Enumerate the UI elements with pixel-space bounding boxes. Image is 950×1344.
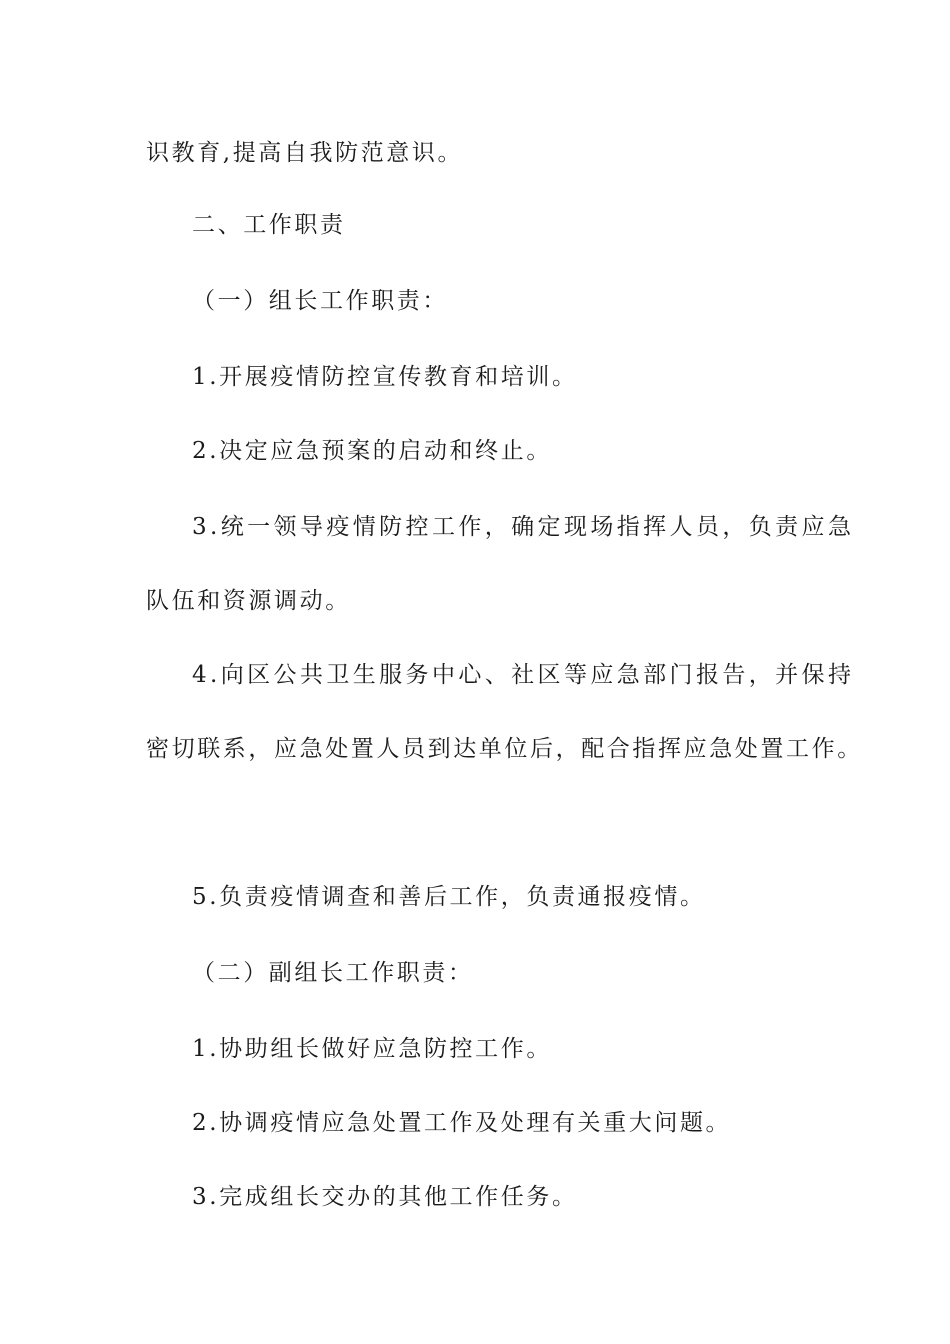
leader-duty-1: 1.开展疫情防控宣传教育和培训。: [192, 364, 578, 390]
leader-duty-3-line-2: 队伍和资源调动。: [146, 588, 351, 614]
deputy-duty-1: 1.协助组长做好应急防控工作。: [192, 1036, 552, 1062]
leader-duty-4-line-2: 密切联系，应急处置人员到达单位后，配合指挥应急处置工作。: [146, 736, 863, 762]
leader-duty-4-line-1: 4.向区公共卫生服务中心、社区等应急部门报告，并保持: [192, 662, 855, 688]
deputy-duty-2: 2.协调疫情应急处置工作及处理有关重大问题。: [192, 1110, 732, 1136]
leader-duty-3-line-1: 3.统一领导疫情防控工作，确定现场指挥人员，负责应急: [192, 514, 855, 540]
leader-duty-5: 5.负责疫情调查和善后工作，负责通报疫情。: [192, 884, 706, 910]
deputy-duty-3: 3.完成组长交办的其他工作任务。: [192, 1184, 578, 1210]
leader-duty-2: 2.决定应急预案的启动和终止。: [192, 438, 552, 464]
paragraph-continuation: 识教育,提高自我防范意识。: [146, 140, 464, 166]
subsection-heading-deputy: （二）副组长工作职责：: [192, 960, 474, 986]
section-heading-duties: 二、工作职责: [192, 212, 346, 238]
subsection-heading-leader: （一）组长工作职责：: [192, 288, 448, 314]
